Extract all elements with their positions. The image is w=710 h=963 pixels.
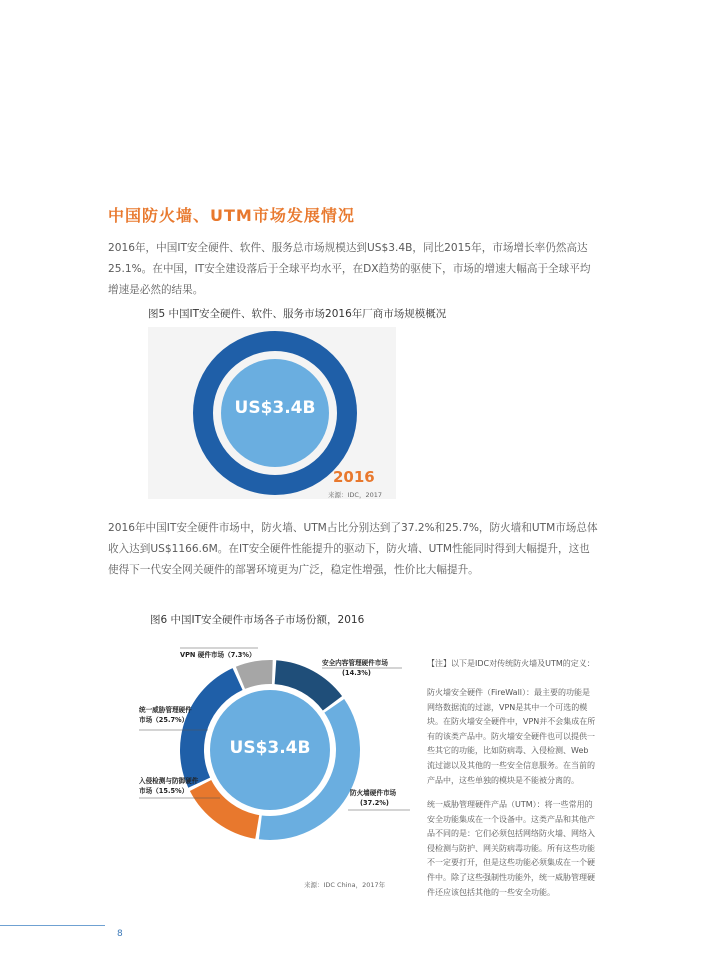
figure5-source: 来源：IDC，2017 [328,491,383,499]
text-line: 些其它的功能，比如防病毒、入侵检测、Web [427,746,589,756]
label-line: (37.2%) [360,799,389,807]
intro-paragraph [108,238,608,301]
figure5-center-value: US$3.4B [234,398,316,418]
text-line: 不一定要打开，但是这些功能必须集成在一个硬 [427,858,595,868]
note-heading: 【注】以下是IDC对传统防火墙及UTM的定义： [427,659,595,668]
figure6-source: 来源：IDC China，2017年 [304,881,386,889]
text-line: 2016年中国IT安全硬件市场中，防火墙、UTM占比分别达到了37.2%和25.7%，防火墙和UTM市场总体 [108,522,598,534]
page-number: 8 [117,929,123,939]
text-line: 统一威胁管理硬件产品（UTM）：将一些常用的 [427,800,593,809]
text-line: 品不同的是：它们必须包括网络防火墙、网络入 [427,829,595,839]
text-line: 防火墙安全硬件（FireWall）：最主要的功能是 [427,688,591,697]
text-line: 2016年，中国IT安全硬件、软件、服务总市场规模达到US$3.4B，同比2015年，市场增长率仍然高达 [108,242,588,254]
section-title: 中国防火墙、UTM市场发展情况 [108,206,355,225]
label-line: 入侵检测与防御硬件 [139,777,199,785]
text-line: 件中。除了这些强制性功能外，统一威胁管理硬 [427,872,595,882]
text-line: 增速是必然的结果。 [108,284,204,296]
text-line: 网络数据流的过滤，VPN是其中一个可选的模 [427,702,588,712]
label-line: 市场（25.7%） [139,716,189,724]
figure6-center-value: US$3.4B [229,738,311,758]
second-paragraph [108,518,608,581]
text-line: 安全功能集成在一个设备中。这类产品和其他产 [427,814,595,824]
figure5-year: 2016 [333,468,375,486]
note-firewall [427,686,617,788]
label-line: 统一威胁管理硬件 [139,706,192,714]
leader-lines [130,640,420,820]
text-line: 有的该类产品中。防火墙安全硬件也可以提供一 [427,731,595,741]
figure5-caption: 图5 中国IT安全硬件、软件、服务市场2016年厂商市场规模概况 [148,308,447,320]
text-line: 流过滤以及其他的一些安全信息服务。在当前的 [427,760,595,770]
label-line: (14.3%) [342,669,371,677]
footer-rule [0,925,105,926]
text-line: 件还应该包括其他的一些安全功能。 [427,887,555,897]
label-vpn: VPN 硬件市场（7.3%） [180,651,256,659]
text-line: 产品中，这些单独的模块是不能被分离的。 [427,775,579,785]
text-line: 块。在防火墙安全硬件中，VPN并不会集成在所 [427,717,596,727]
label-line: 防火墙硬件市场 [350,789,397,797]
text-line: 收入达到US$1166.6M。在IT安全硬件性能提升的驱动下，防火墙、UTM性能同时得到大幅提升，这也 [108,543,590,555]
label-line: 安全内容管理硬件市场 [322,659,388,667]
text-line: 侵检测与防护、网关防病毒功能。所有这些功能 [427,843,595,853]
figure6-caption: 图6 中国IT安全硬件市场各子市场份额，2016 [150,614,365,626]
text-line: 25.1%。在中国，IT安全建设落后于全球平均水平，在DX趋势的驱使下，市场的增速大幅高于全球平均 [108,263,591,275]
text-line: 使得下一代安全网关硬件的部署环境更为广泛，稳定性增强，性价比大幅提升。 [108,564,479,576]
note-utm [427,798,617,900]
label-line: 市场（15.5%） [139,787,189,795]
